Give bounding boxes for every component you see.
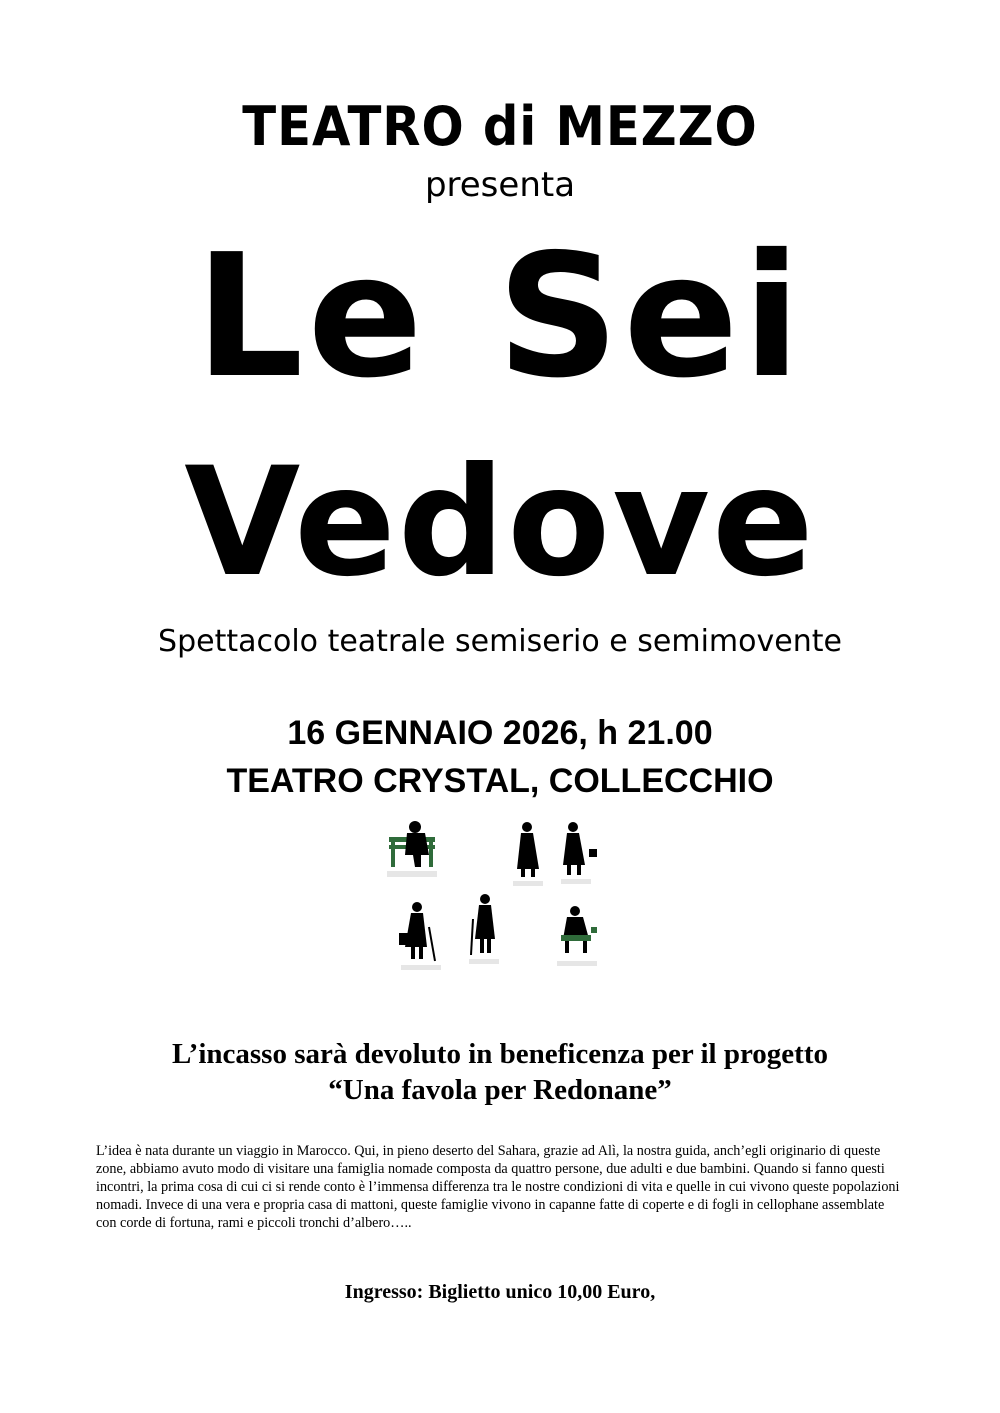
charity-statement <box>0 1036 1000 1108</box>
company-name: TEATRO di MEZZO <box>242 95 758 158</box>
show-subtitle: Spettacolo teatrale semiserio e semimovente <box>158 624 842 659</box>
show-title-line2: Vedove <box>184 436 816 610</box>
charity-project-name: “Una favola per Redonane” <box>328 1074 672 1106</box>
widow-on-bench-icon <box>387 821 437 877</box>
widow-walking-icon <box>513 822 543 886</box>
project-description: L’idea è nata durante un viaggio in Marocco. Qui, in pieno deserto del Sahara, grazie ad Alì, la nostra guida, anch’egli originario di queste zone, abbiamo avuto modo di visitare una famiglia nomade composta da quattro persone, due adulti e due bambini. Quando si fanno questi incontri, la prima cosa di cui ci si rende conto è l’immensa differenza tra le nostre condizioni di vita e quelle in cui vivono queste popolazioni nomadi. Invece di una vera e propria casa di mattoni, queste famiglie vivono in capanne fatte di coperte e di fogli in cellophane assemblate con corde di fortuna, rami e piccoli tronchi d’albero….. <box>96 1143 900 1231</box>
widow-with-cane-icon <box>399 902 441 970</box>
charity-line1: L’incasso sarà devoluto in beneficenza per il progetto <box>172 1038 828 1070</box>
event-venue: TEATRO CRYSTAL, COLLECCHIO <box>226 762 774 800</box>
show-title-word-le: Le <box>195 218 427 416</box>
show-title-line1 <box>0 218 1000 416</box>
widow-with-stick-icon <box>469 894 499 964</box>
presents-label: presenta <box>424 165 576 205</box>
ticket-price: Ingresso: Biglietto unico 10,00 Euro, <box>344 1281 656 1303</box>
six-widows-silhouettes-icon <box>385 815 615 985</box>
widow-seated-icon <box>557 906 597 966</box>
show-title-word-sei: Sei <box>496 218 805 416</box>
event-datetime: 16 GENNAIO 2026, h 21.00 <box>287 714 713 752</box>
widow-with-bag-icon <box>561 822 597 884</box>
